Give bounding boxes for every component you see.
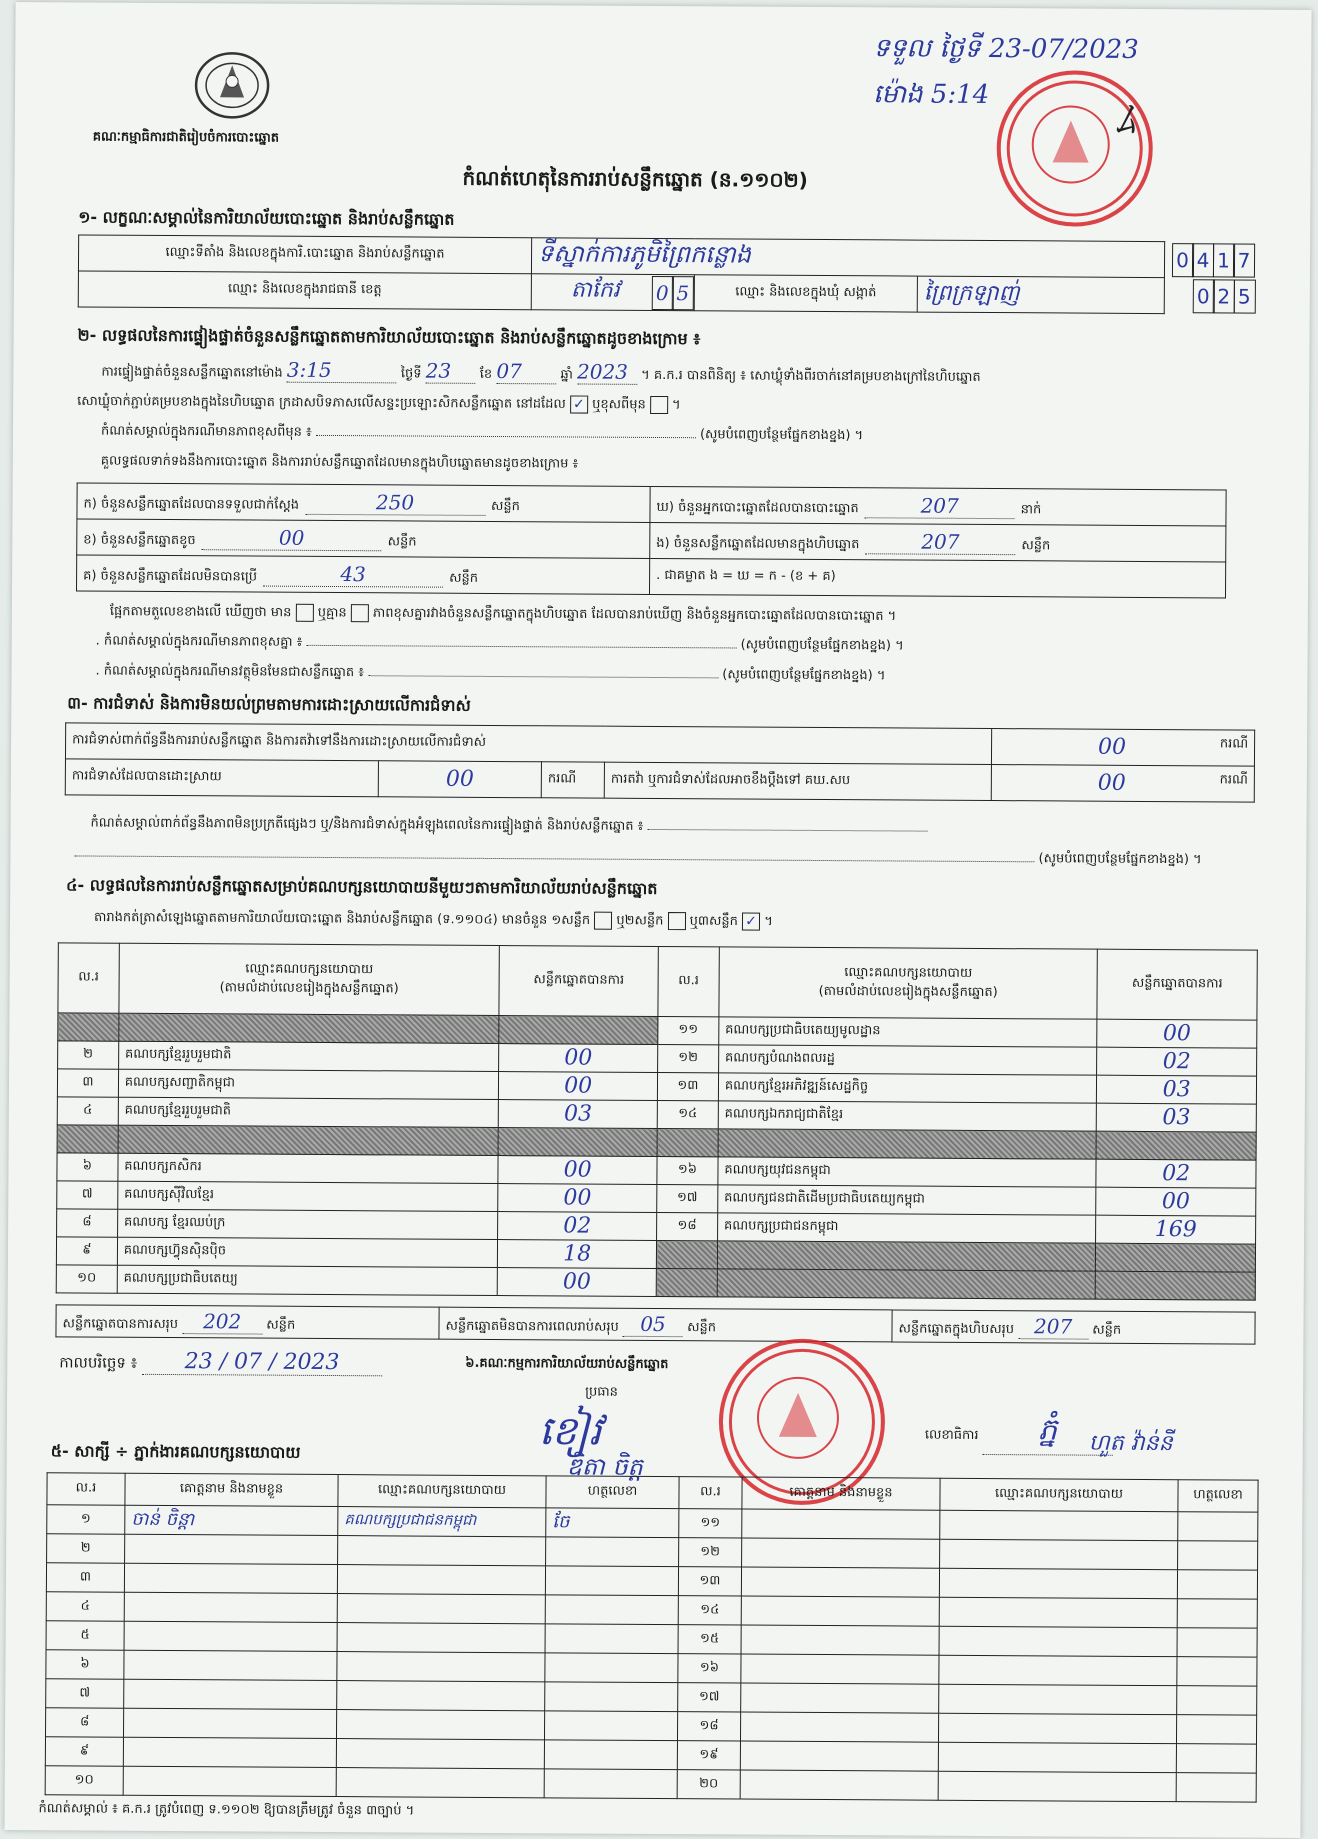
witness-party [337, 1623, 545, 1653]
witness-table [45, 1472, 1259, 1802]
witness-signature [545, 1653, 678, 1683]
objection-row1-label: ការជំទាស់ពាក់ព័ន្ធនឹងការរាប់សន្លឹកឆ្នោត និងការតវ៉ាទៅនឹងការដោះស្រាយលើការជំទាស់ [65, 723, 991, 765]
col-sign: ហត្ថលេខា [1178, 1480, 1258, 1512]
attach-one-checkbox[interactable] [594, 912, 612, 930]
inbox-total-value: 207 [1018, 1314, 1088, 1339]
party-votes: 00 [499, 1072, 658, 1101]
col-party [119, 943, 500, 1015]
commune-label: ឈ្មោះ និងលេខក្នុងឃុំ សង្កាត់ [694, 275, 917, 312]
party-number: ១០ [56, 1265, 117, 1293]
witness-signature [545, 1682, 678, 1712]
witness-name [125, 1534, 338, 1564]
witness-party [336, 1739, 544, 1769]
date-value: 23 / 07 / 2023 [142, 1349, 382, 1376]
results-right-unit: នាក់ [1020, 501, 1042, 517]
party-votes: 03 [499, 1100, 658, 1129]
results-left-cell [77, 483, 650, 522]
attach-three-label: ឬ៣សន្លឹក [689, 913, 738, 929]
witness-party [336, 1710, 544, 1740]
province-label: ឈ្មោះ និងលេខក្នុងរាជធានី ខេត្ត [78, 271, 531, 310]
section5-title: ៥- សាក្សី ÷ ភ្នាក់ងារគណបក្សនយោបាយ [50, 1441, 301, 1462]
shaded-cell [57, 1125, 118, 1153]
objection-unit: ករណី [1219, 772, 1248, 788]
commune-code-digit: 5 [1233, 279, 1255, 313]
chair-name: ឌិតា ចិត្ត [566, 1452, 643, 1481]
inbox-total-cell [892, 1310, 1255, 1344]
witness-party [938, 1742, 1176, 1772]
shaded-cell [717, 1269, 1096, 1299]
witness-signature [544, 1711, 677, 1741]
col-votes: សន្លឹកឆ្នោតបានការ [1097, 949, 1257, 1020]
col-party-title: ឈ្មោះគណបក្សនយោបាយ [245, 960, 374, 977]
party-number: ១២ [658, 1045, 719, 1073]
secretary-label: លេខាធិការ [924, 1427, 979, 1443]
results-left-value: 250 [305, 489, 485, 515]
objection-row1-value: 00 [1097, 734, 1127, 760]
witness-party [940, 1510, 1178, 1540]
form-sheet [4, 2, 1311, 1838]
valid-total-cell [56, 1305, 439, 1339]
inbox-total-label: សន្លឹកឆ្នោតក្នុងហិបសរុប [898, 1320, 1015, 1337]
witness-number: ១ [47, 1505, 125, 1534]
witness-name [741, 1596, 939, 1626]
col-party-sub: (តាមលំដាប់លេខរៀងក្នុងសន្លឹកឆ្នោត) [818, 983, 998, 1000]
party-number: ១៧ [657, 1184, 718, 1212]
changed-checkbox[interactable] [650, 396, 668, 414]
col-party [719, 947, 1098, 1019]
witness-number: ២ [47, 1534, 125, 1563]
party-votes: 02 [1097, 1047, 1257, 1076]
results-right-cell [649, 558, 1225, 598]
consistency-rest: ភាពខុសគ្នារវាងចំនួនសន្លឹកឆ្នោតក្នុងហិបឆ្នោត ដែលបានរាប់ឃើញ និងចំនួនអ្នកបោះឆ្នោតដែលបានបោះឆ្នោត ។ [372, 605, 897, 624]
shaded-cell [1096, 1243, 1256, 1272]
party-number: ៣ [57, 1069, 118, 1097]
col-no: ល.រ [658, 947, 719, 1017]
witness-party [336, 1768, 544, 1798]
witness-number: ៦ [46, 1650, 124, 1679]
valid-total-label: សន្លឹកឆ្នោតបានការសរុប [62, 1315, 179, 1332]
party-name: គណបក្សហ៊្វុនស៊ិនប៉ិច [117, 1237, 498, 1267]
objection-row1-cell [991, 729, 1254, 767]
results-left-cell [76, 555, 649, 594]
party-votes: 18 [498, 1240, 657, 1269]
party-name: គណបក្សប្រជាធិបតេយ្យ [117, 1265, 498, 1295]
party-number: ១៨ [657, 1212, 718, 1240]
col-name: គោត្តនាម និងនាមខ្លួន [125, 1473, 338, 1506]
check-day: 23 [426, 359, 476, 384]
secretary-name: ហួត វ៉ាន់នី [1088, 1430, 1173, 1457]
office-code-digit: 0 [1171, 243, 1193, 277]
witness-number: ១៨ [677, 1712, 740, 1741]
attach-two-checkbox[interactable] [668, 912, 686, 930]
results-right-unit: សន្លឹក [1021, 537, 1051, 553]
witness-signature [545, 1595, 678, 1625]
results-left-label: គ) ចំនួនសន្លឹកឆ្នោតដែលមិនបានប្រើ [83, 567, 258, 585]
section3-title: ៣- ការជំទាស់ និងការមិនយល់ព្រមតាមការដោះស្រាយលើការជំទាស់ [67, 693, 471, 715]
party-number: ១៣ [657, 1073, 718, 1101]
party-number: ៧ [57, 1181, 118, 1209]
results-left-label: ខ) ចំនួនសន្លឹកឆ្នោតខូច [83, 531, 196, 548]
party-number: ២ [58, 1041, 119, 1069]
footer-note: កំណត់សម្គាល់ ៖ គ.ក.រ ត្រូវបំពេញ ទ.១១០២ ឱ្យបានត្រឹមត្រូវ ចំនួន ៣ច្បាប់ ។ [38, 1801, 415, 1819]
attach-label: តារាងកត់ត្រាសំឡេងឆ្នោតតាមការិយាល័យបោះឆ្នោត និងរាប់សន្លឹកឆ្នោត (ទ.១១០៤) មានចំនួន ១សន្លឹក [93, 910, 591, 929]
results-left-label: ក) ចំនួនសន្លឹកឆ្នោតដែលបានទទួលជាក់ស្តែង [83, 495, 300, 513]
commune-code [1164, 278, 1255, 315]
received-date-note: ទទួល ថ្ងៃទី 23-07/2023 [873, 33, 1139, 65]
note-line [101, 423, 863, 447]
section1-table [78, 234, 1256, 314]
shaded-cell [657, 1128, 718, 1156]
col-party: ឈ្មោះគណបក្សនយោបាយ [940, 1478, 1178, 1511]
witness-signature [1176, 1773, 1256, 1802]
check-day-label: ថ្ងៃទី [400, 366, 422, 382]
witness-number: ១១ [679, 1509, 742, 1538]
shaded-cell [498, 1128, 657, 1157]
witness-name [124, 1650, 337, 1680]
results-right-label: ង) ចំនួនសន្លឹកឆ្នោតដែលមានក្នុងហិបឆ្នោត [656, 535, 860, 552]
objection-row2b-value: 00 [1097, 770, 1126, 796]
note-foreign-line [95, 663, 885, 687]
party-name: គណបក្សបំណងពលរដ្ឋ [718, 1045, 1097, 1075]
witness-number: ៥ [46, 1621, 124, 1650]
results-left-cell [77, 519, 650, 558]
attach-two-label: ឬ២សន្លឹក [616, 913, 664, 929]
check-line [101, 357, 1251, 390]
consistency-or: ឬគ្មាន [317, 605, 347, 621]
witness-signature: ចែ [546, 1508, 679, 1538]
office-code-digit: 1 [1212, 243, 1234, 277]
irregularity-hint: (សូមបំពេញបន្ថែមផ្នែកខាងខ្នង) ។ [1038, 851, 1202, 868]
date-line [59, 1348, 382, 1377]
note-foreign-label: . កំណត់សម្គាល់ក្នុងករណីមានវត្ថុមិនមែនជាសន្លឹកឆ្នោត ៖ [95, 663, 365, 681]
witness-name [741, 1654, 939, 1684]
witness-signature [1177, 1628, 1257, 1657]
results-right-value: 207 [865, 529, 1015, 555]
witness-signature [544, 1769, 677, 1799]
secretary-signature: ភ្នំ [983, 1410, 1113, 1456]
witness-party [939, 1626, 1177, 1656]
results-left-unit: សន្លឹក [490, 498, 520, 514]
consistency-label: ផ្អែកតាមតួលេខខាងលើ ឃើញថា មាន [109, 604, 292, 621]
results-right-cell [650, 522, 1226, 562]
witness-signature [1178, 1541, 1258, 1570]
witness-signature [546, 1537, 679, 1567]
invalid-total-cell [439, 1307, 892, 1342]
witness-party [940, 1539, 1178, 1569]
witness-number: ៨ [45, 1708, 123, 1737]
form-title: កំណត់ហេតុនៃការរាប់សន្លឹកឆ្នោត (ន.១១០២) [462, 165, 808, 192]
witness-signature [1176, 1715, 1256, 1744]
party-name: គណបក្សខ្មែររួបរួមជាតិ [118, 1097, 499, 1127]
check-year: 2023 [577, 359, 637, 384]
witness-name [742, 1538, 940, 1568]
witness-party [938, 1771, 1176, 1801]
party-name: គណបក្សឯករាជ្យជាតិខ្មែរ [718, 1101, 1097, 1131]
shaded-cell [1096, 1131, 1256, 1160]
col-party: ឈ្មោះគណបក្សនយោបាយ [338, 1475, 546, 1508]
witness-signature [1177, 1686, 1257, 1715]
party-number: ៨ [57, 1209, 118, 1237]
vote-totals [55, 1304, 1255, 1344]
party-name: គណបក្សយុវជនកម្ពុជា [718, 1157, 1097, 1187]
no-difference-checkbox[interactable] [351, 604, 369, 622]
witness-name [741, 1683, 939, 1713]
office-code [1164, 242, 1255, 279]
witness-number: ១៩ [677, 1741, 740, 1770]
results-left-value: 00 [202, 525, 382, 551]
check-month-label: ខែ [479, 366, 493, 382]
check-line-a: ការផ្ទៀងផ្ទាត់ចំនួនសន្លឹកឆ្នោតនៅម៉ោង [101, 364, 283, 381]
office-code-digit: 7 [1233, 243, 1255, 277]
witness-party [338, 1536, 546, 1566]
results-left-unit: សន្លឹក [387, 533, 417, 550]
province-code-digit: 5 [672, 276, 694, 310]
witness-party [939, 1684, 1177, 1714]
has-difference-checkbox[interactable] [296, 604, 314, 622]
objection-row2-value [378, 761, 541, 798]
party-name: គណបក្សប្រជាធិបតេយ្យមូលដ្ឋាន [719, 1017, 1098, 1047]
objection-row2b-cell [991, 765, 1254, 803]
check-time: 3:15 [287, 358, 397, 384]
note-foreign-hint: (សូមបំពេញបន្ថែមផ្នែកខាងខ្នង) ។ [722, 667, 886, 684]
witness-party [337, 1565, 545, 1595]
secretary-line [925, 1410, 1113, 1456]
witness-party [939, 1597, 1177, 1627]
witness-name [741, 1567, 939, 1597]
results-table [76, 482, 1227, 598]
irregularity-label: កំណត់សម្គាល់ពាក់ព័ន្ធនឹងភាពមិនប្រក្រតីផ្សេងៗ ឬ/និងការជំទាស់ក្នុងអំឡុងពេលនៃការផ្ទៀងផ្ទាត់ និងរាប់សន្លឹកឆ្នោត ៖ [90, 815, 644, 834]
attach-line: តារាងកត់ត្រាសំឡេងឆ្នោតតាមការិយាល័យបោះឆ្នោត និងរាប់សន្លឹកឆ្នោត (ទ.១១០៤) មានចំនួន ១សន្លឹក ឬ២សន្លឹក ឬ៣សន្លឹក ✓ ។ [93, 910, 773, 930]
objections-table [65, 722, 1255, 802]
party-name: គណបក្ស ខ្មែរឈប់ក្រ [117, 1209, 498, 1239]
party-votes: 00 [498, 1184, 657, 1213]
office-value: ទីស្នាក់ការភូមិព្រៃកន្លោង [531, 238, 1164, 278]
committee-label: ៦.គណៈកម្មការការិយាល័យរាប់សន្លឹកឆ្នោត [465, 1355, 669, 1373]
party-votes: 00 [498, 1268, 657, 1297]
witness-name: ចាន់ ចិន្តា [125, 1505, 338, 1535]
party-votes: 169 [1096, 1215, 1256, 1244]
province-name: តាកែវ [570, 276, 620, 303]
party-number: ៤ [57, 1097, 118, 1125]
witness-name [740, 1741, 938, 1771]
party-votes: 00 [498, 1156, 657, 1185]
objection-row2-number: 00 [445, 766, 474, 792]
witness-row [45, 1766, 1256, 1802]
shaded-cell [119, 1013, 500, 1043]
sheet-unit: សន្លឹក [266, 1317, 296, 1333]
date-label: កាលបរិច្ឆេទ ៖ [59, 1353, 138, 1372]
results-right-cell [650, 486, 1226, 526]
witness-signature [1177, 1599, 1257, 1628]
office-label: ឈ្មោះទីតាំង និងលេខក្នុងការិ.បោះឆ្នោត និងរាប់សន្លឹកឆ្នោត [78, 235, 531, 274]
witness-number: ១៥ [678, 1625, 741, 1654]
province-code-digit: 0 [651, 275, 673, 309]
witness-name [124, 1592, 337, 1622]
col-no: ល.រ [679, 1477, 742, 1509]
party-votes: 03 [1097, 1103, 1257, 1132]
note-diff-hint: (សូមបំពេញបន្ថែមផ្នែកខាងខ្នង) ។ [740, 637, 904, 654]
results-intro: គួលទ្ធផលទាក់ទងនឹងការបោះឆ្នោត និងការរាប់សន្លឹកឆ្នោតដែលមានក្នុងហិបឆ្នោតមានដូចខាងក្រោម ៖ [100, 453, 579, 472]
witness-number: ៩ [45, 1737, 123, 1766]
party-number: ១៤ [657, 1100, 718, 1128]
party-number: ៦ [57, 1153, 118, 1181]
same-checkbox[interactable]: ✓ [570, 395, 588, 413]
vote-row [56, 1265, 1255, 1300]
witness-signature [1178, 1512, 1258, 1541]
witness-number: ១៤ [678, 1596, 741, 1625]
col-no: ល.រ [58, 943, 119, 1013]
col-votes: សន្លឹកឆ្នោតបានការ [499, 946, 658, 1017]
commune-value: ព្រៃក្រឡាញ់ [917, 276, 1164, 314]
col-sign: ហត្ថលេខា [546, 1476, 679, 1509]
witness-name [123, 1708, 336, 1738]
irregularity-note [91, 815, 928, 839]
note-hint: (សូមបំពេញបន្ថែមផ្នែកខាងខ្នង) ។ [699, 427, 864, 444]
vote-table [56, 942, 1258, 1300]
org-name: គណៈកម្មាធិការជាតិរៀបចំការបោះឆ្នោត [92, 129, 280, 146]
witness-number: ២០ [677, 1770, 740, 1799]
results-right-value: 207 [865, 493, 1015, 519]
party-name: គណបក្សកសិករ [118, 1153, 499, 1183]
section2-title: ២- លទ្ធផលនៃការផ្ទៀងផ្ទាត់ចំនួនសន្លឹកឆ្នោតតាមការិយាល័យបោះឆ្នោត និងរាប់សន្លឹកឆ្នោតដូចខាងក្រោម ៖ [77, 325, 701, 349]
party-votes: 02 [1096, 1159, 1256, 1188]
witness-name [740, 1712, 938, 1742]
results-right-label: ឃ) ចំនួនអ្នកបោះឆ្នោតដែលបានបោះឆ្នោត [656, 499, 859, 516]
party-votes: 00 [1096, 1187, 1256, 1216]
shaded-cell [118, 1125, 499, 1155]
witness-number: ១០ [45, 1766, 123, 1795]
chair-label: ប្រធាន [585, 1384, 618, 1400]
irregularity-line2 [74, 844, 1201, 870]
commune-code-digit: 0 [1192, 279, 1214, 313]
check-line-c: សោឃ្លុំចាក់ភ្ជាប់គម្របខាងក្នុងនៃហិបឆ្នោត ក្រដាសបិទភាសលើសន្ទះប្រឡោះសិកសន្លឹកឆ្នោត នៅដដែល [77, 393, 566, 412]
changed-label: ឬខុសពីមុន [592, 397, 646, 413]
witness-number: ១៧ [678, 1683, 741, 1712]
results-left-unit: សន្លឹក [449, 570, 479, 586]
witness-number: ១២ [679, 1538, 742, 1567]
results-right-label: . ជាគម្លាត ង = ឃ = ក - (ខ + គ) [656, 567, 836, 585]
objection-row2b-label: ការតវ៉ា ឬការជំទាស់ដែលអាចខឹងប្តឹងទៅ គឃ.សប [604, 762, 991, 800]
note-diff-line [96, 633, 904, 657]
witness-name [123, 1737, 336, 1767]
party-votes: 02 [498, 1212, 657, 1241]
party-number: ១១ [658, 1017, 719, 1045]
party-name: គណបក្សប្រជាជនកម្ពុជា [717, 1213, 1096, 1243]
check-month: 07 [496, 359, 556, 384]
invalid-total-label: សន្លឹកឆ្នោតមិនបានការពេលរាប់សរុប [445, 1318, 619, 1335]
col-party-title: ឈ្មោះគណបក្សនយោបាយ [844, 964, 973, 981]
shaded-cell [656, 1240, 717, 1268]
witness-signature [545, 1624, 678, 1654]
party-name: គណបក្សខ្មែររួបរួមជាតិ [118, 1041, 499, 1071]
note-diff-label: . កំណត់សម្គាល់ក្នុងករណីមានភាពខុសគ្នា ៖ [95, 633, 303, 650]
stamp-signature: ﾑ [1114, 97, 1136, 144]
attach-three-checkbox[interactable]: ✓ [742, 913, 760, 931]
note-label: កំណត់សម្គាល់ក្នុងករណីមានភាពខុសពីមុន ៖ [100, 423, 312, 440]
valid-total-value: 202 [182, 1309, 262, 1334]
witness-name [123, 1766, 336, 1796]
witness-party [939, 1655, 1177, 1685]
check-line-b: ។ គ.ក.រ បានពិនិត្យ ៖ សោឃ្លុំទាំងពីរចាក់នៅគម្របខាងក្រៅនៃហិបឆ្នោត [641, 367, 981, 385]
witness-signature [1177, 1570, 1257, 1599]
witness-party [337, 1594, 545, 1624]
party-name: គណបក្សខ្មែរអភិវឌ្ឍន៍សេដ្ឋកិច្ច [718, 1073, 1097, 1103]
witness-name [740, 1770, 938, 1800]
party-votes: 00 [499, 1044, 658, 1073]
sheet-unit: សន្លឹក [1092, 1322, 1122, 1338]
party-name: គណបក្សស៊ីវិលខ្មែរ [118, 1181, 499, 1211]
party-name: គណបក្សជនជាតិដើមប្រជាធិបតេយ្យកម្ពុជា [718, 1185, 1097, 1215]
shaded-cell [656, 1268, 717, 1296]
consistency-line [110, 603, 897, 627]
witness-party [939, 1568, 1177, 1598]
witness-signature [545, 1566, 678, 1596]
invalid-total-value: 05 [623, 1311, 683, 1336]
witness-name [124, 1563, 337, 1593]
received-time-note: ម៉ោង 5:14 [872, 79, 990, 111]
witness-signature [1176, 1744, 1256, 1773]
objection-unit: ករណី [1219, 736, 1249, 752]
shaded-cell [499, 1016, 658, 1045]
results-row [76, 555, 1225, 598]
province-value [531, 274, 694, 311]
col-name: គោត្តនាម និងនាមខ្លួន [742, 1477, 940, 1510]
emblem-icon [190, 47, 274, 126]
section1-title: ១- លក្ខណៈសម្គាល់នៃការិយាល័យបោះឆ្នោត និងរាប់សន្លឹកឆ្នោត [78, 207, 455, 229]
witness-signature [544, 1740, 677, 1770]
witness-number: ១៦ [678, 1654, 741, 1683]
witness-number: ៧ [46, 1679, 124, 1708]
witness-party [337, 1652, 545, 1682]
shaded-cell [717, 1241, 1096, 1271]
col-no: ល.រ [47, 1473, 125, 1505]
office-code-digit: 4 [1192, 243, 1214, 277]
party-number: ៩ [56, 1237, 117, 1265]
party-number: ១៦ [657, 1156, 718, 1184]
party-name: គណបក្សសញ្ជាតិកម្ពុជា [118, 1069, 499, 1099]
chair-signature: ខៀវ [538, 1408, 602, 1455]
witness-name [124, 1679, 337, 1709]
party-votes: 03 [1097, 1075, 1257, 1104]
witness-name [742, 1509, 940, 1539]
witness-name [124, 1621, 337, 1651]
witness-number: ៤ [46, 1592, 124, 1621]
witness-party [938, 1713, 1176, 1743]
check-year-label: ឆ្នាំ [560, 367, 573, 383]
objection-unit: ករណី [541, 762, 604, 798]
witness-party: គណបក្សប្រជាជនកម្ពុជា [338, 1507, 546, 1537]
witness-number: ៣ [46, 1563, 124, 1592]
witness-signature [1177, 1657, 1257, 1686]
commune-code-digit: 2 [1213, 279, 1235, 313]
check-line-2: សោឃ្លុំចាក់ភ្ជាប់គម្របខាងក្នុងនៃហិបឆ្នោត ក្រដាសបិទភាសលើសន្ទះប្រឡោះសិកសន្លឹកឆ្នោត នៅដដែល ✓ ឬខុសពីមុន ។ [77, 393, 681, 413]
results-left-value: 43 [263, 561, 443, 587]
sheet-unit: សន្លឹក [687, 1319, 717, 1335]
section4-title: ៤- លទ្ធផលនៃការរាប់សន្លឹកឆ្នោតសម្រាប់គណបក្សនយោបាយនីមួយៗតាមការិយាល័យរាប់សន្លឹកឆ្នោត [66, 875, 658, 898]
witness-number: ១៣ [678, 1567, 741, 1596]
shaded-cell [58, 1013, 119, 1041]
shaded-cell [1096, 1271, 1256, 1300]
shaded-cell [718, 1129, 1097, 1159]
col-party-sub: (តាមលំដាប់លេខរៀងក្នុងសន្លឹកឆ្នោត) [219, 979, 399, 996]
witness-party [337, 1681, 545, 1711]
party-votes: 00 [1097, 1019, 1257, 1048]
witness-name [741, 1625, 939, 1655]
objection-row2-label: ការជំទាស់ដែលបានដោះស្រាយ [65, 759, 378, 797]
